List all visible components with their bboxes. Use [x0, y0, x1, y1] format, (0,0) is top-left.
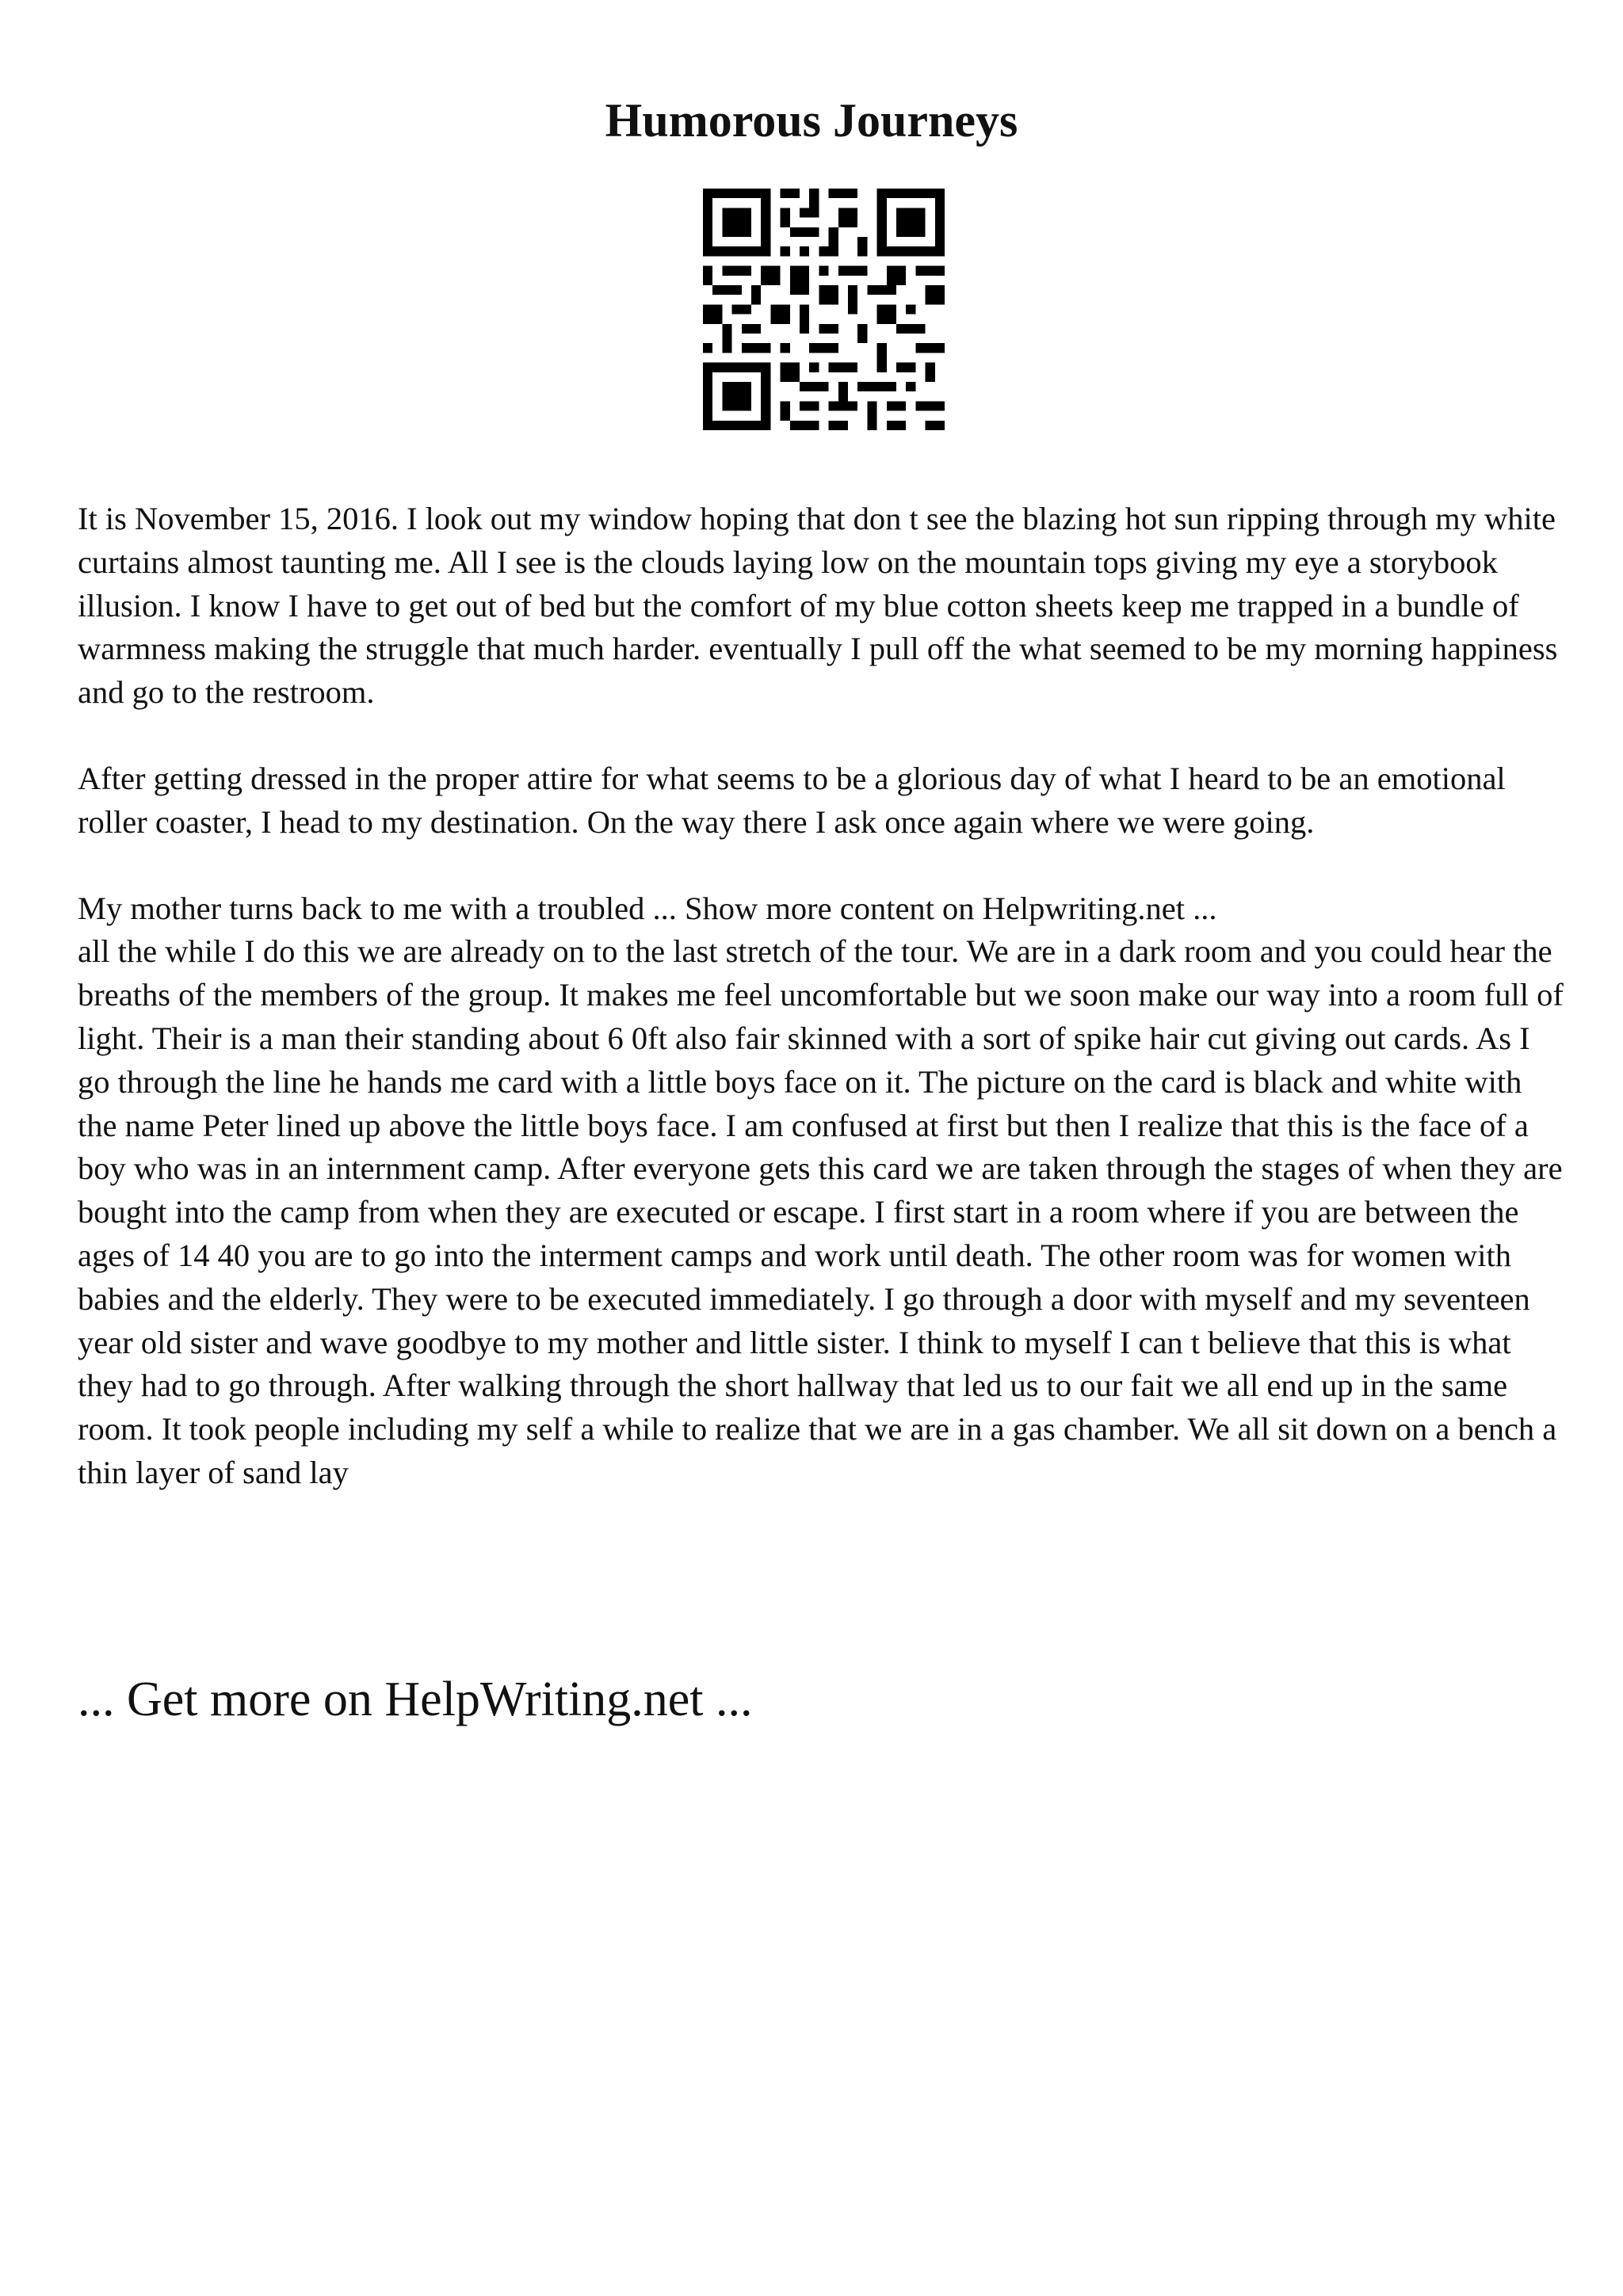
- qr-code-icon: [703, 189, 945, 430]
- paragraph-3: all the while I do this we are already on to the last stretch of the tour. We are in a dark room and you could hear the breaths of the members of the group. It makes me feel uncomfortable but we soon make our way into a room full of light. Their is a man their standing about 6 0ft also fair skinned with a sort of spike hair cut giving out cards. As I go through the line he hands me card with a little boys face on it. The picture on the card is black and white with the name Peter lined up above the little boys face. I am confused at first but then I realize that this is the face of a boy who was in an internment camp. After everyone gets this card we are taken through the stages of when they are bought into the camp from when they are executed or escape. I first start in a room where if you are between the ages of 14 40 you are to go into the interment camps and work until death. The other room was for women with babies and the elderly. They were to be executed immediately. I go through a door with myself and my seventeen year old sister and wave goodbye to my mother and little sister. I think to myself I can t believe that this is what they had to go through. After walking through the short hallway that led us to our fait we all end up in the same room. It took people including my self a while to realize that we are in a gas chamber. We all sit down on a bench a thin layer of sand lay: [78, 933, 1564, 1490]
- paragraph-2: After getting dressed in the proper attire for what seems to be a glorious day of what I heard to be an emotional roller coaster, I head to my destination. On the way there I ask once again where we were going.: [78, 760, 1506, 840]
- document-body: [78, 498, 1564, 1538]
- get-more-link[interactable]: ... Get more on HelpWriting.net ...: [78, 1672, 753, 1726]
- document-title: Humorous Journeys: [605, 94, 1018, 147]
- show-more-line: My mother turns back to me with a troubled ... Show more content on Helpwriting.net ...: [78, 890, 1217, 926]
- paragraph-1: It is November 15, 2016. I look out my window hoping that don t see the blazing hot sun ripping through my white curtains almost taunting me. All I see is the clouds laying low on the mountain tops giving my eye a storybook illusion. I know I have to get out of bed but the comfort of my blue cotton sheets keep me trapped in a bundle of warmness making the struggle that much harder. eventually I pull off the what seemed to be my morning happiness and go to the restroom.: [78, 501, 1558, 711]
